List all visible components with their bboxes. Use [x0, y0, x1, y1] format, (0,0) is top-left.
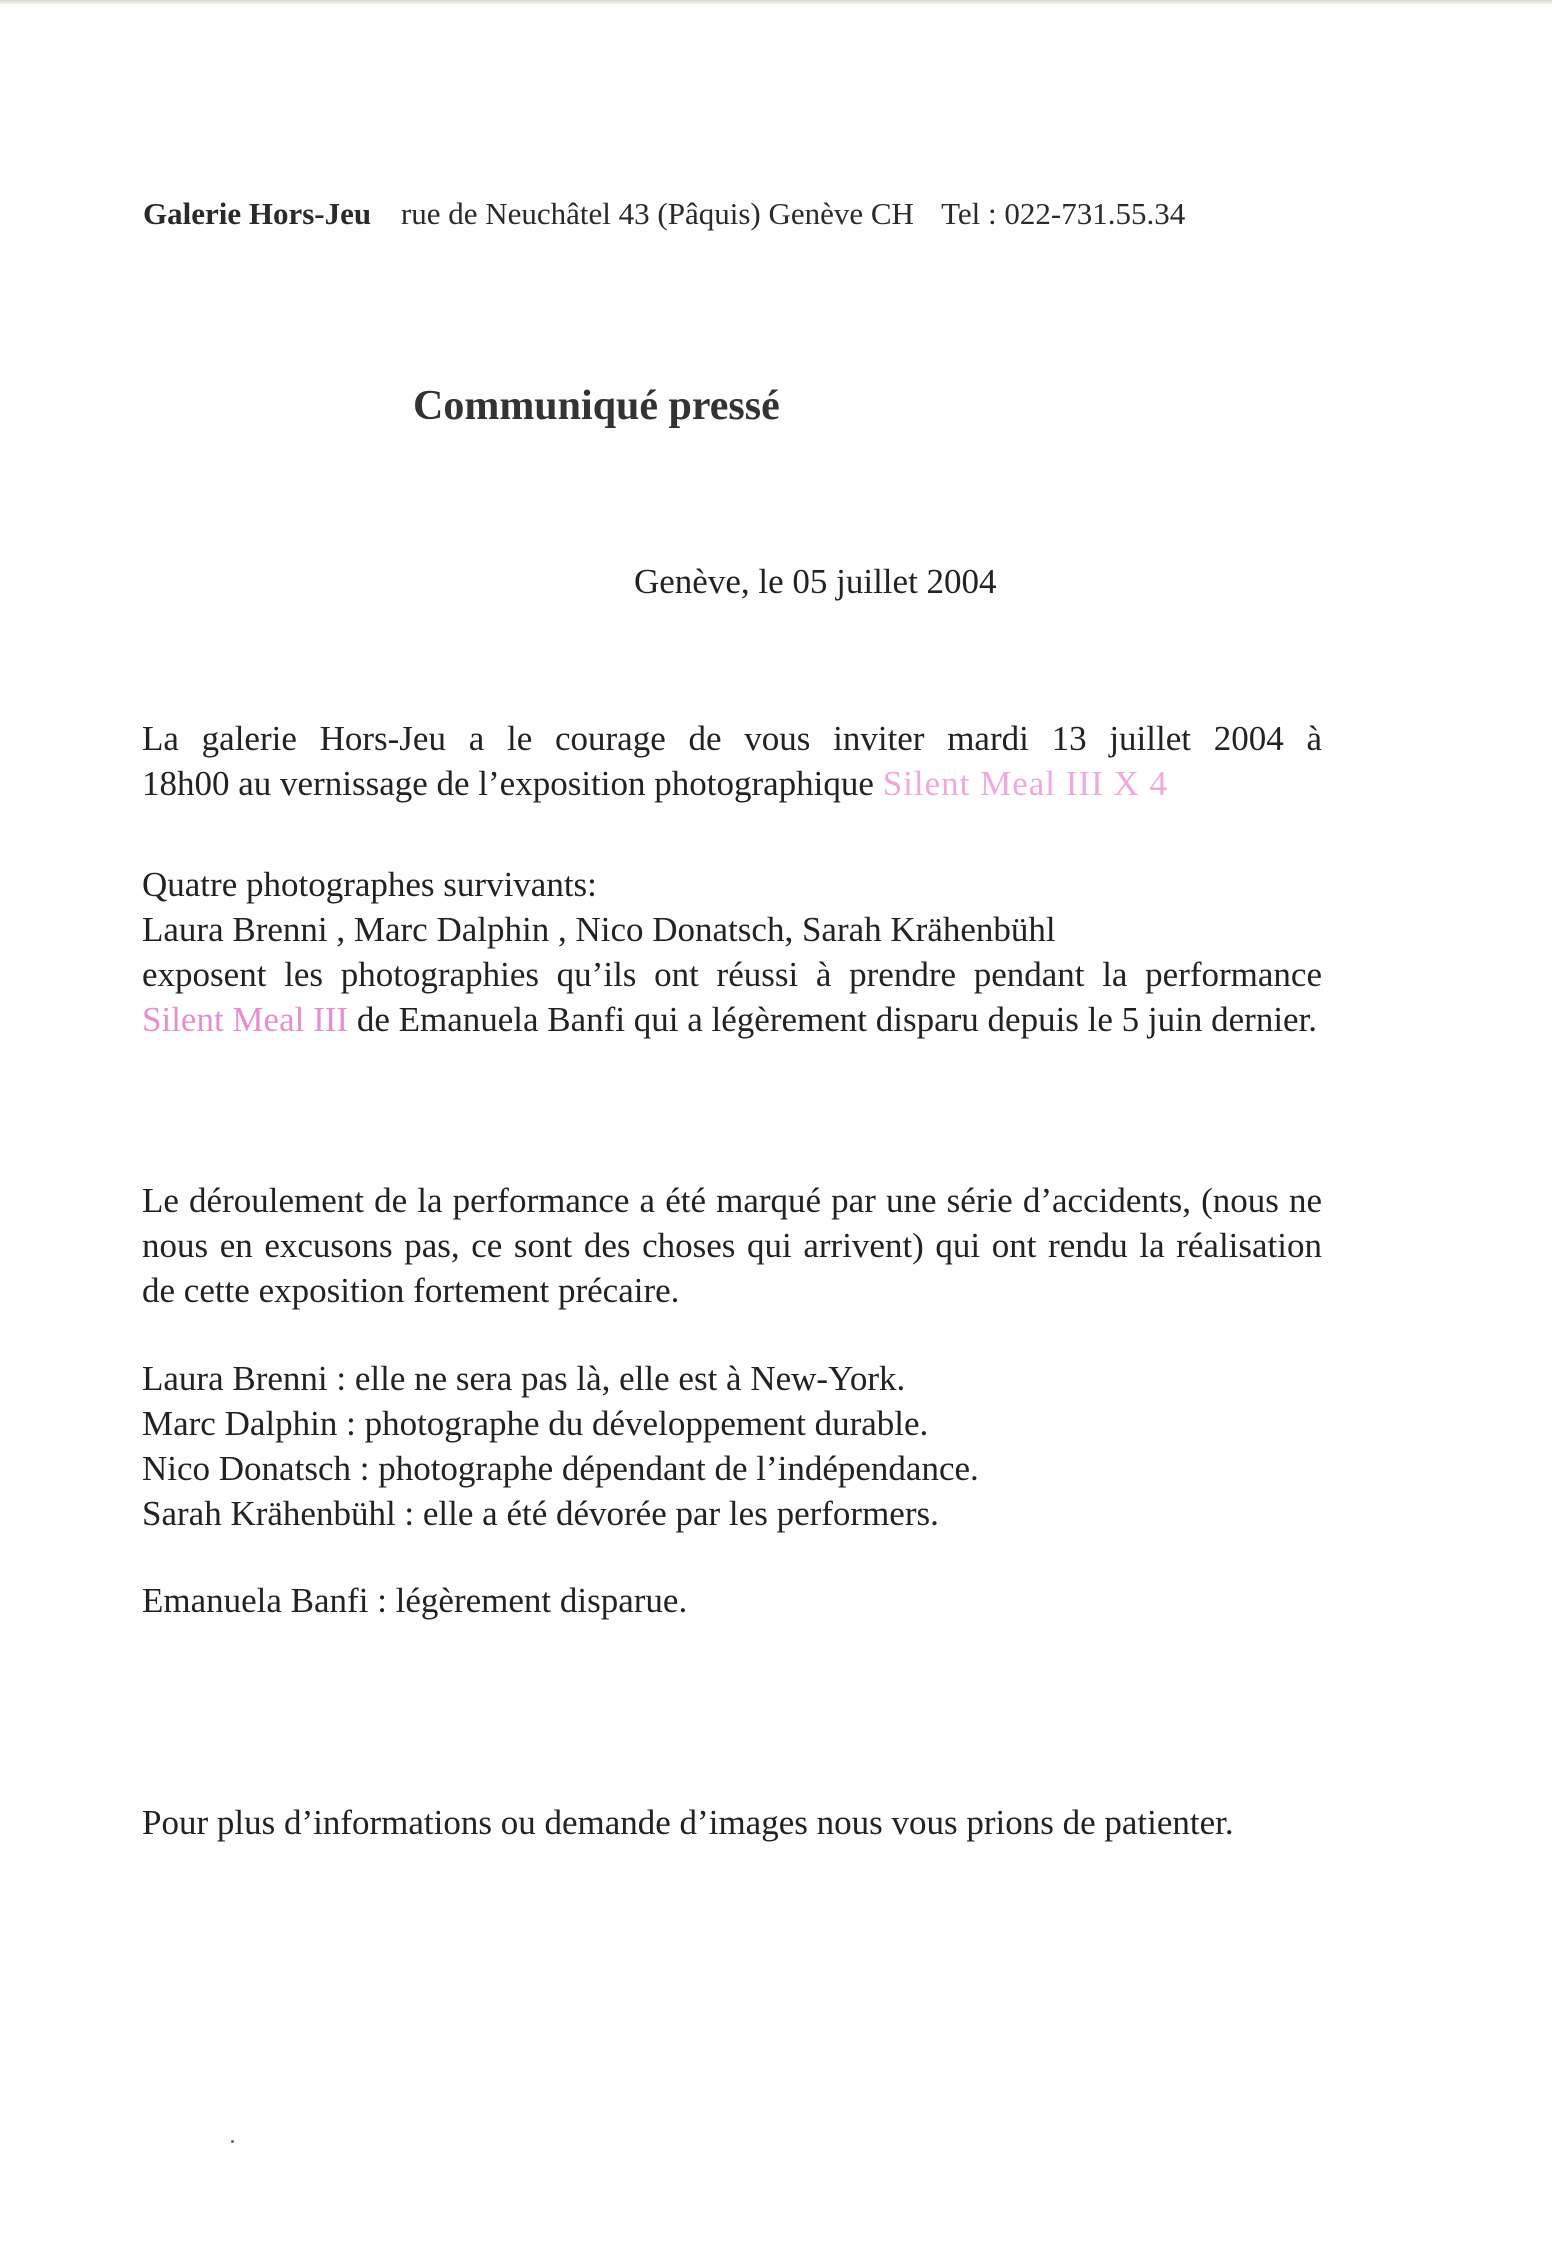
list-item: Sarah Krähenbühl : elle a été dévorée par les performers.	[142, 1494, 939, 1533]
banfi-note: Emanuela Banfi : légèrement disparue.	[142, 1581, 688, 1620]
gallery-phone: Tel : 022-731.55.34	[941, 196, 1186, 231]
date-line: Genève, le 05 juillet 2004	[634, 562, 997, 601]
invite-line-1: La galerie Hors-Jeu a le courage de vous inviter mardi 13 juillet 2004 à	[142, 719, 1322, 758]
list-item: Laura Brenni : elle ne sera pas là, elle est à New-York.	[142, 1359, 906, 1398]
gallery-address: rue de Neuchâtel 43 (Pâquis) Genève CH	[400, 196, 914, 231]
photographers-paragraph	[142, 862, 1322, 1042]
exhibition-title: Silent Meal III X 4	[882, 764, 1169, 803]
photographers-text-before: exposent les photographies qu’ils ont réussi à prendre pendant la performance	[142, 955, 1322, 994]
page-title: Communiqué pressé	[413, 383, 780, 429]
photographers-text-after: de Emanuela Banfi qui a légèrement disparu depuis le 5 juin dernier.	[356, 1000, 1318, 1039]
photographers-description	[142, 952, 1322, 1042]
scan-speck	[231, 2140, 234, 2143]
list-item: Marc Dalphin : photographe du développement durable.	[142, 1404, 929, 1443]
invite-paragraph	[142, 716, 1322, 806]
gallery-name: Galerie Hors-Jeu	[143, 196, 372, 231]
list-item: Nico Donatsch : photographe dépendant de l’indépendance.	[142, 1449, 979, 1488]
invite-line-2-text: 18h00 au vernissage de l’exposition photographique	[142, 764, 874, 803]
invite-line-2	[142, 764, 1168, 803]
deroulement-paragraph: Le déroulement de la performance a été marqué par une série d’accidents, (nous ne nous en excusons pas, ce sont des choses qui arrivent) qui ont rendu la réalisation de cette exposition fortement précaire.	[142, 1181, 1322, 1310]
letterhead	[143, 196, 1185, 232]
info-paragraph: Pour plus d’informations ou demande d’images nous vous prions de patienter.	[142, 1803, 1234, 1842]
people-list	[142, 1356, 1322, 1536]
photographers-intro: Quatre photographes survivants:	[142, 865, 597, 904]
photographers-names: Laura Brenni , Marc Dalphin , Nico Donatsch, Sarah Krähenbühl	[142, 910, 1056, 949]
performance-title: Silent Meal III	[142, 1000, 349, 1039]
scan-top-edge	[0, 0, 1552, 4]
